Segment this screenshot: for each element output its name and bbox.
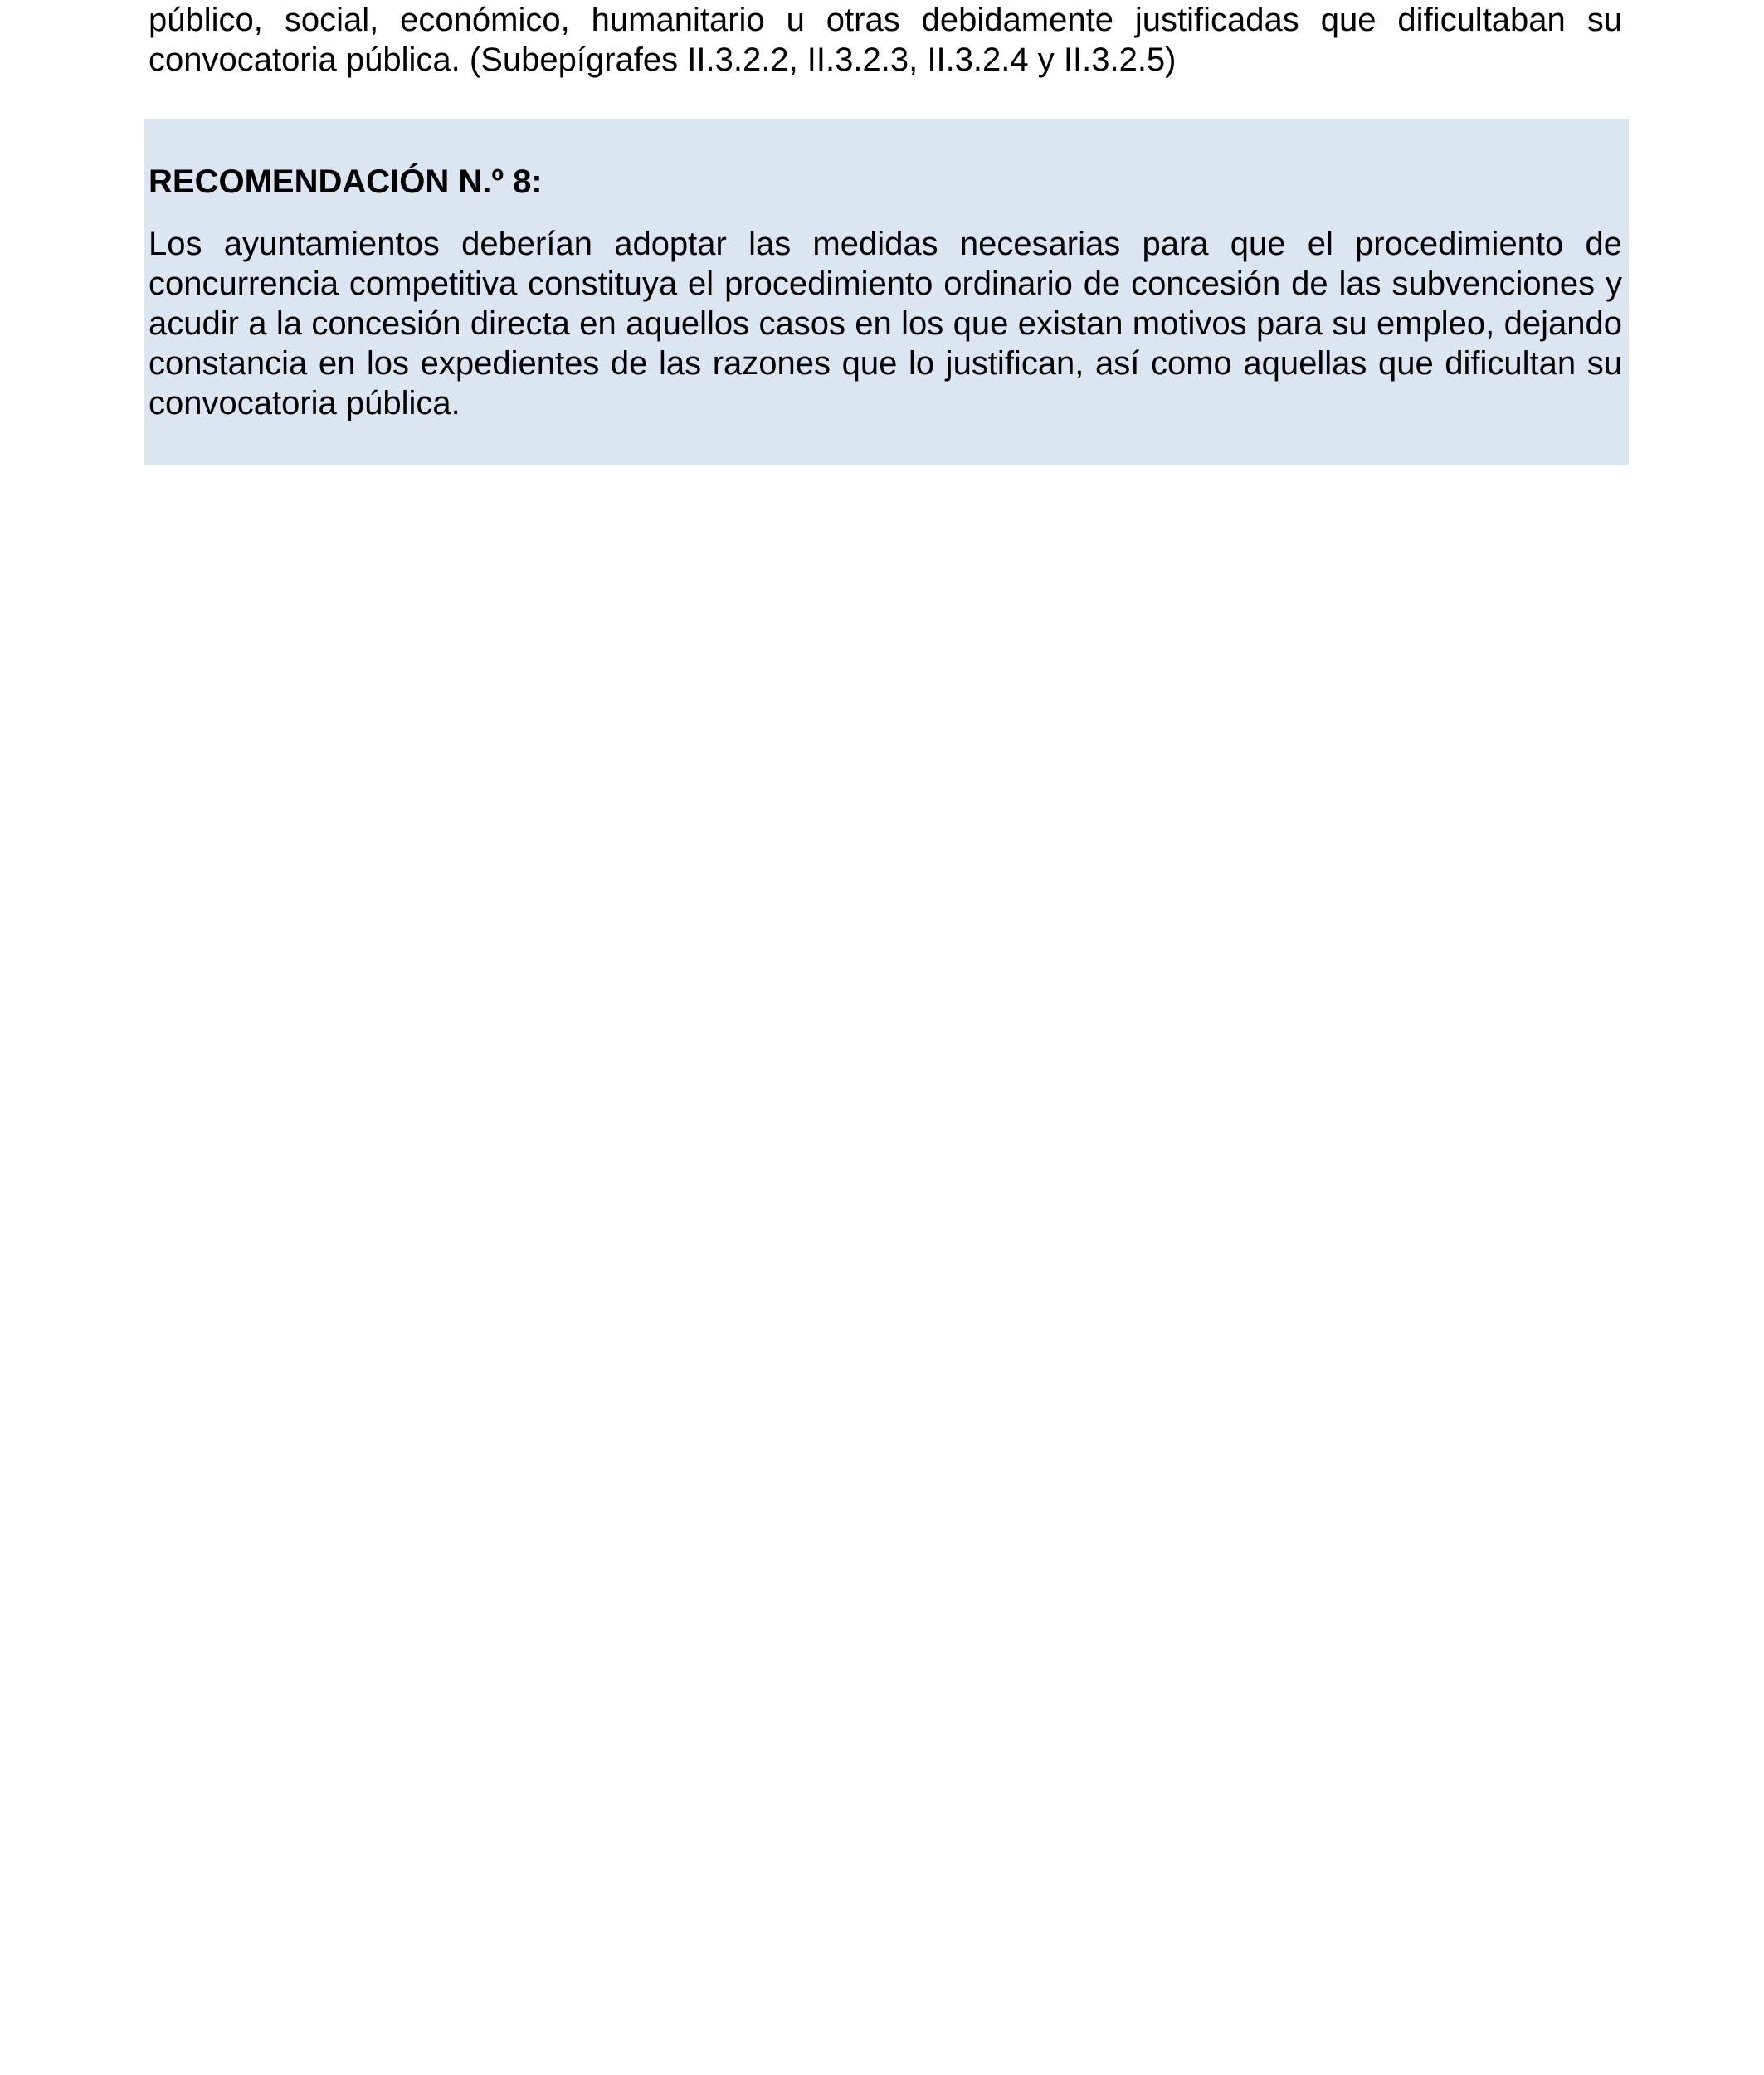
recommendation-box xyxy=(144,119,1629,465)
intro-paragraph: público, social, económico, humanitario u otras debidamente justificadas que dificultaban su convocatoria pública. (Subepígrafes II.3.2.2, II.3.2.3, II.3.2.4 y II.3.2.5) xyxy=(149,2,1622,78)
recommendation-title: RECOMENDACIÓN N.º 8: xyxy=(149,163,543,200)
recommendation-text: Los ayuntamientos deberían adoptar las medidas necesarias para que el procedimiento de concurrencia competitiva constituya el procedimiento ordinario de concesión de las subvenciones y acudir a la concesión directa en aquellos casos en los que existan motivos para su empleo, dejando constancia en los expedientes de las razones que lo justifican, así como aquellas que dificultan su convocatoria pública. xyxy=(149,226,1622,421)
